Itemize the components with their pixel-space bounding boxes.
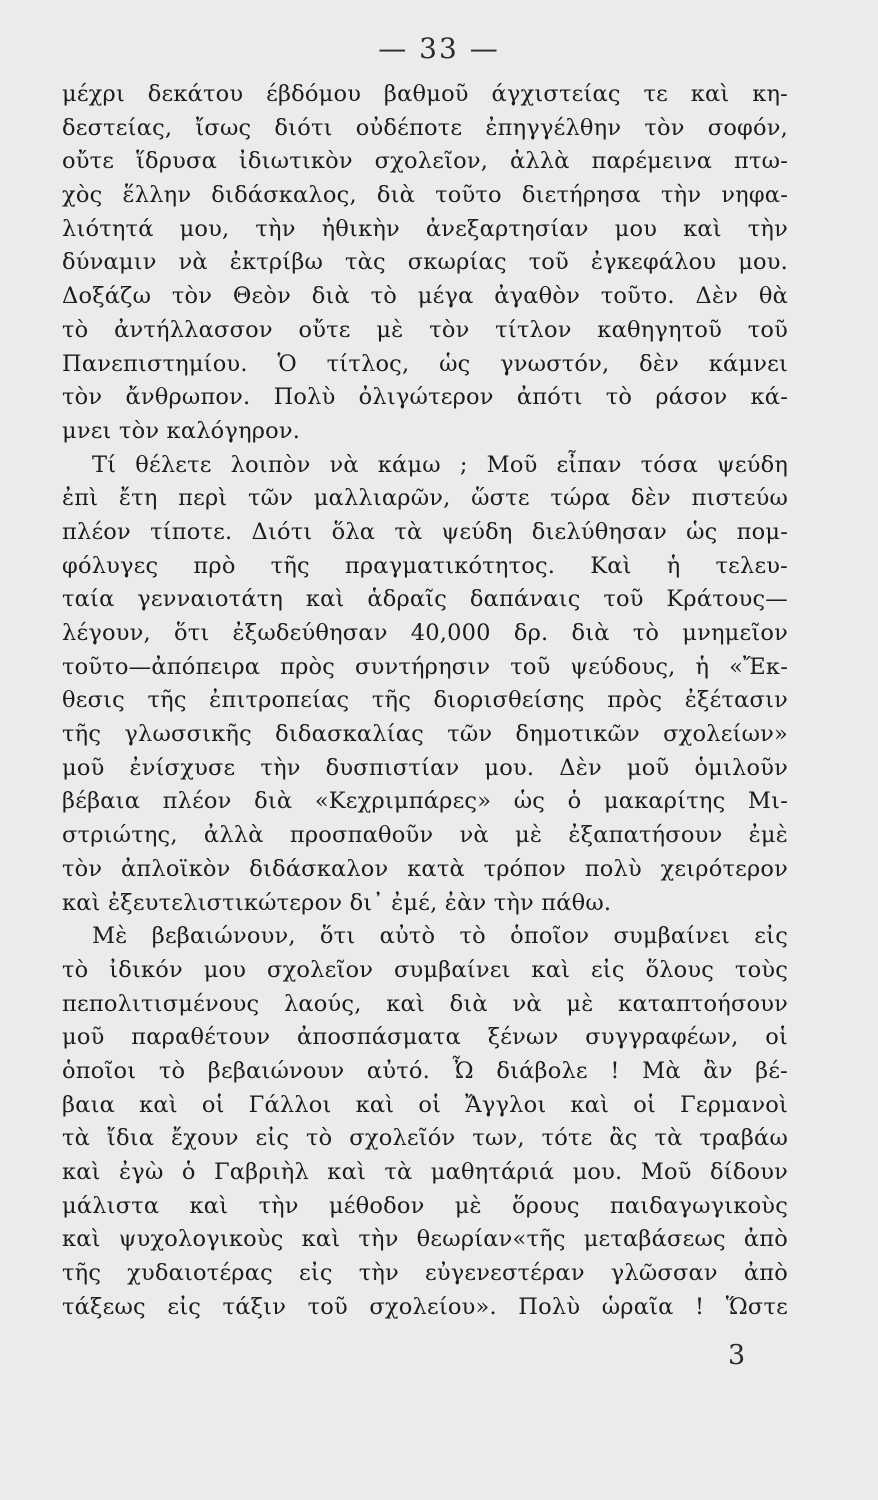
text-line: Μὲ βεβαιώνουν, ὅτι αὐτὸ τὸ ὁποῖον συμβαίνει εἰς — [92, 923, 788, 950]
text-line: καὶ ἐγὼ ὁ Γαβριὴλ καὶ τὰ μαθητάριά μου. Μοῦ δίδουν — [62, 1159, 788, 1185]
text-line: τῆς χυδαιοτέρας εἰς τὴν εὐγενεστέραν γλῶσσαν ἀπὸ — [62, 1260, 788, 1287]
text-line: μνει τὸν καλόγηρον. — [62, 417, 301, 444]
page-number: — 33 — — [378, 32, 500, 65]
text-line: τὸν ἀπλοϊκὸν διδάσκαλον κατὰ τρόπον πολὺ χειρότερον — [62, 855, 788, 882]
text-line: πεπολιτισμένους λαούς, καὶ διὰ νὰ μὲ καταπτοήσουν — [62, 990, 788, 1017]
text-line: φόλυγες πρὸ τῆς πραγματικότητος. Καὶ ἡ τελευ- — [62, 552, 788, 579]
text-line: πλέον τίποτε. Διότι ὅλα τὰ ψεύδη διελύθησαν ὡς πομ- — [62, 518, 788, 545]
text-line: τῆς γλωσσικῆς διδασκαλίας τῶν δημοτικῶν σχολείων» — [62, 721, 788, 748]
text-line: τὸν ἄνθρωπον. Πολὺ ὀλιγώτερον ἀπότι τὸ ράσον κά- — [62, 384, 788, 411]
text-line: ὁποῖοι τὸ βεβαιώνουν αὐτό. Ὦ διάβολε ! Μὰ ἂν βέ- — [62, 1057, 788, 1084]
text-line: οὔτε ἵδρυσα ἰδιωτικὸν σχολεῖον, ἀλλὰ παρέμεινα πτω- — [62, 148, 788, 175]
text-line: στριώτης, ἀλλὰ προσπαθοῦν νὰ μὲ ἐξαπατήσουν ἐμὲ — [62, 822, 788, 849]
text-line: Τί θέλετε λοιπὸν νὰ κάμω ; Μοῦ εἶπαν τόσα ψεύδη — [92, 451, 788, 478]
text-line: βαια καὶ οἱ Γάλλοι καὶ οἱ Ἄγγλοι καὶ οἱ Γερμανοὶ — [62, 1091, 788, 1118]
text-line: Δοξάζω τὸν Θεὸν διὰ τὸ μέγα ἀγαθὸν τοῦτο. Δὲν θὰ — [62, 283, 788, 310]
body-text — [62, 78, 788, 1324]
text-line: θεσις τῆς ἐπιτροπείας τῆς διορισθείσης πρὸς ἐξέτασιν — [62, 687, 788, 714]
text-line: μοῦ ἐνίσχυσε τὴν δυσπιστίαν μου. Δὲν μοῦ ὁμιλοῦν — [62, 754, 788, 781]
text-line: δεστείας, ἴσως διότι οὐδέποτε ἐπηγγέλθην τὸν σοφόν, — [62, 114, 788, 141]
text-line: χὸς ἕλλην διδάσκαλος, διὰ τοῦτο διετήρησα τὴν νηφα- — [62, 182, 788, 209]
printer-signature-mark: 3 — [728, 1340, 746, 1371]
text-line: βέβαια πλέον διὰ «Κεχριμπάρες» ὡς ὁ μακαρίτης Μι- — [62, 788, 788, 815]
text-line: Πανεπιστημίου. Ὁ τίτλος, ὡς γνωστόν, δὲν κάμνει — [62, 350, 788, 377]
text-line: τάξεως εἰς τάξιν τοῦ σχολείου». Πολὺ ὡραῖα ! Ὥστε — [62, 1293, 788, 1320]
text-line: τὰ ἴδια ἔχουν εἰς τὸ σχολεῖόν των, τότε ἂς τὰ τραβάω — [62, 1125, 788, 1152]
text-line: τὸ ἀντήλλασσον οὔτε μὲ τὸν τίτλον καθηγητοῦ τοῦ — [62, 316, 788, 343]
text-line: τὸ ἰδικόν μου σχολεῖον συμβαίνει καὶ εἰς ὅλους τοὺς — [62, 956, 788, 983]
text-line: λιότητά μου, τὴν ἠθικὴν ἀνεξαρτησίαν μου καὶ τὴν — [62, 215, 788, 242]
text-line: μοῦ παραθέτουν ἀποσπάσματα ξένων συγγραφέων, οἱ — [62, 1024, 788, 1051]
text-line: καὶ ψυχολογικοὺς καὶ τὴν θεωρίαν«τῆς μεταβάσεως ἀπὸ — [62, 1226, 788, 1253]
text-line: τοῦτο—ἀπόπειρα πρὸς συντήρησιν τοῦ ψεύδους, ἡ «Ἔκ- — [62, 653, 788, 680]
text-line: καὶ ἐξευτελιστικώτερον δι᾽ ἐμέ, ἐὰν τὴν πάθω. — [62, 889, 612, 916]
text-line: δύναμιν νὰ ἐκτρίβω τὰς σκωρίας τοῦ ἐγκεφάλου μου. — [62, 249, 788, 276]
text-line: λέγουν, ὅτι ἐξωδεύθησαν 40,000 δρ. διὰ τὸ μνημεῖον — [62, 620, 788, 646]
text-line: ταία γενναιοτάτη καὶ ἁδραῖς δαπάναις τοῦ Κράτους— — [62, 586, 788, 613]
text-line: μέχρι δεκάτου έβδόμου βαθμοῦ άγχιστείας τε καὶ κη- — [62, 81, 788, 107]
text-line: μάλιστα καὶ τὴν μέθοδον μὲ ὅρους παιδαγωγικοὺς — [62, 1192, 788, 1219]
text-line: ἐπὶ ἔτη περὶ τῶν μαλλιαρῶν, ὥστε τώρα δὲν πιστεύω — [62, 485, 788, 512]
